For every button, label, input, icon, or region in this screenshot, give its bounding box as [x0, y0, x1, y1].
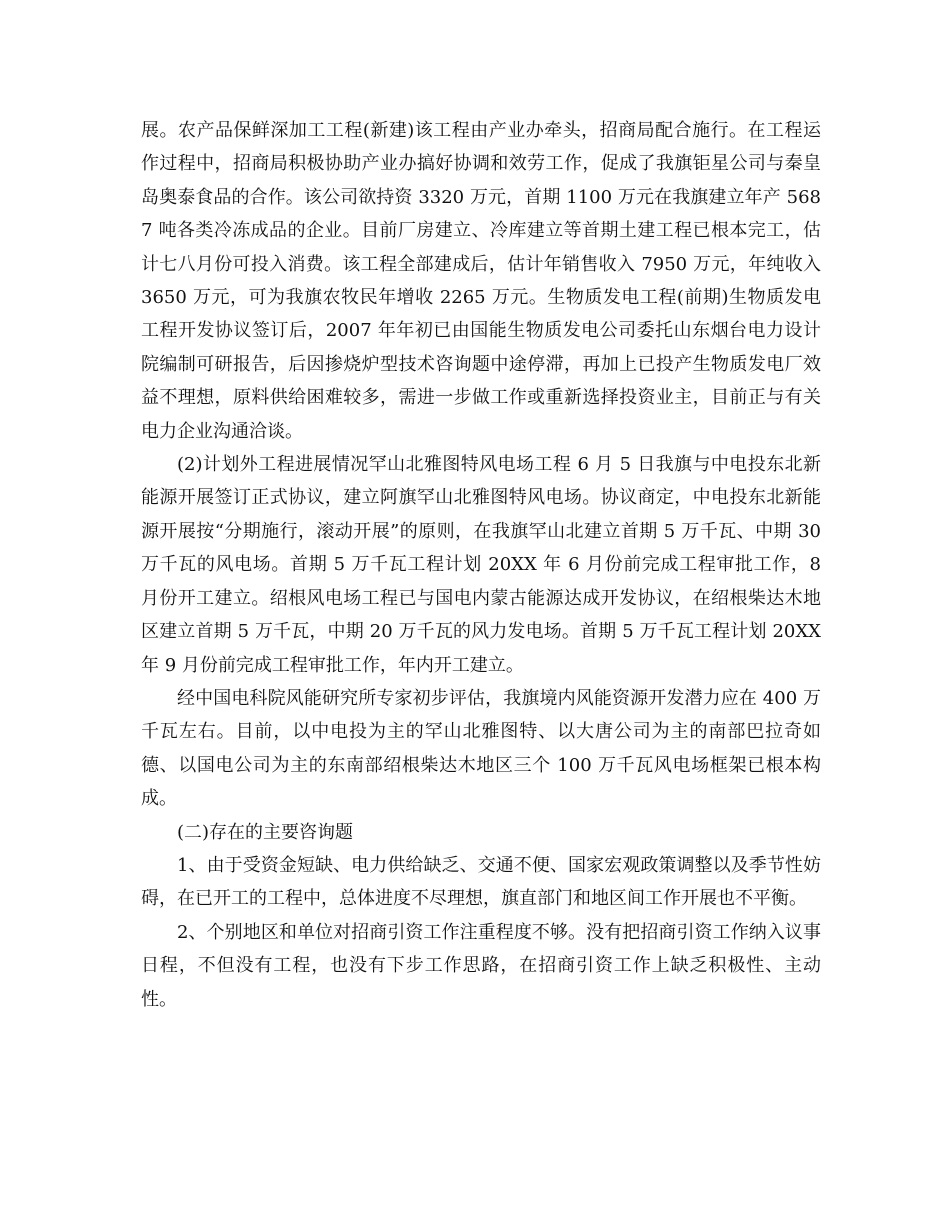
paragraph-agri-bio-projects: 展。农产品保鲜深加工工程(新建)该工程由产业办牵头，招商局配合施行。在工程运作过程中，招商局积极协助产业办搞好协调和效劳工作，促成了我旗钜星公司与秦皇岛奥泰食品的合作。该公司欲持资 3320 万元，首期 1100 万元在我旗建立年产 5687 吨各类冷冻成品的企业。目前厂房建立、冷库建立等首期土建工程已根本完工，估计七八月份可投入消费。该工程全部建成后，估计年销售收入 7950 万元，年纯收入 3650 万元，可为我旗农牧民年增收 2265 万元。生物质发电工程(前期)生物质发电工程开发协议签订后，2007 年年初已由国能生物质发电公司委托山东烟台电力设计院编制可研报告，后因掺烧炉型技术咨询题中途停滞，再加上已投产生物质发电厂效益不理想，原料供给困难较多，需进一步做工作或重新选择投资业主，目前正与有关电力企业沟通洽谈。	[141, 120, 821, 442]
paragraph-unplanned-wind-projects: (2)计划外工程进展情况罕山北雅图特风电场工程 6 月 5 日我旗与中电投东北新能源开展签订正式协议，建立阿旗罕山北雅图特风电场。协议商定，中电投东北新能源开展按“分期施行，滚动开展”的原则，在我旗罕山北建立首期 5 万千瓦、中期 30 万千瓦的风电场。首期 5 万千瓦工程计划 20XX 年 6 月份前完成工程审批工作，8 月份开工建立。绍根风电场工程已与国电内蒙古能源达成开发协议，在绍根柴达木地区建立首期 5 万千瓦，中期 20 万千瓦的风力发电场。首期 5 万千瓦工程计划 20XX 年 9 月份前完成工程审批工作，年内开工建立。	[141, 454, 821, 676]
document-page	[141, 114, 821, 1016]
paragraph-wind-potential: 经中国电科院风能研究所专家初步评估，我旗境内风能资源开发潜力应在 400 万千瓦左右。目前，以中电投为主的罕山北雅图特、以大唐公司为主的南部巴拉奇如德、以国电公司为主的东南部绍根柴达木地区三个 100 万千瓦风电场框架已根本构成。	[141, 687, 821, 810]
paragraph-issue-2: 2、个别地区和单位对招商引资工作注重程度不够。没有把招商引资工作纳入议事日程，不但没有工程，也没有下步工作思路，在招商引资工作上缺乏积极性、主动性。	[141, 921, 821, 1010]
paragraph-issue-1: 1、由于受资金短缺、电力供给缺乏、交通不便、国家宏观政策调整以及季节性妨碍，在已开工的工程中，总体进度不尽理想，旗直部门和地区间工作开展也不平衡。	[141, 854, 821, 910]
section-heading-main-issues: (二)存在的主要咨询题	[177, 821, 354, 843]
